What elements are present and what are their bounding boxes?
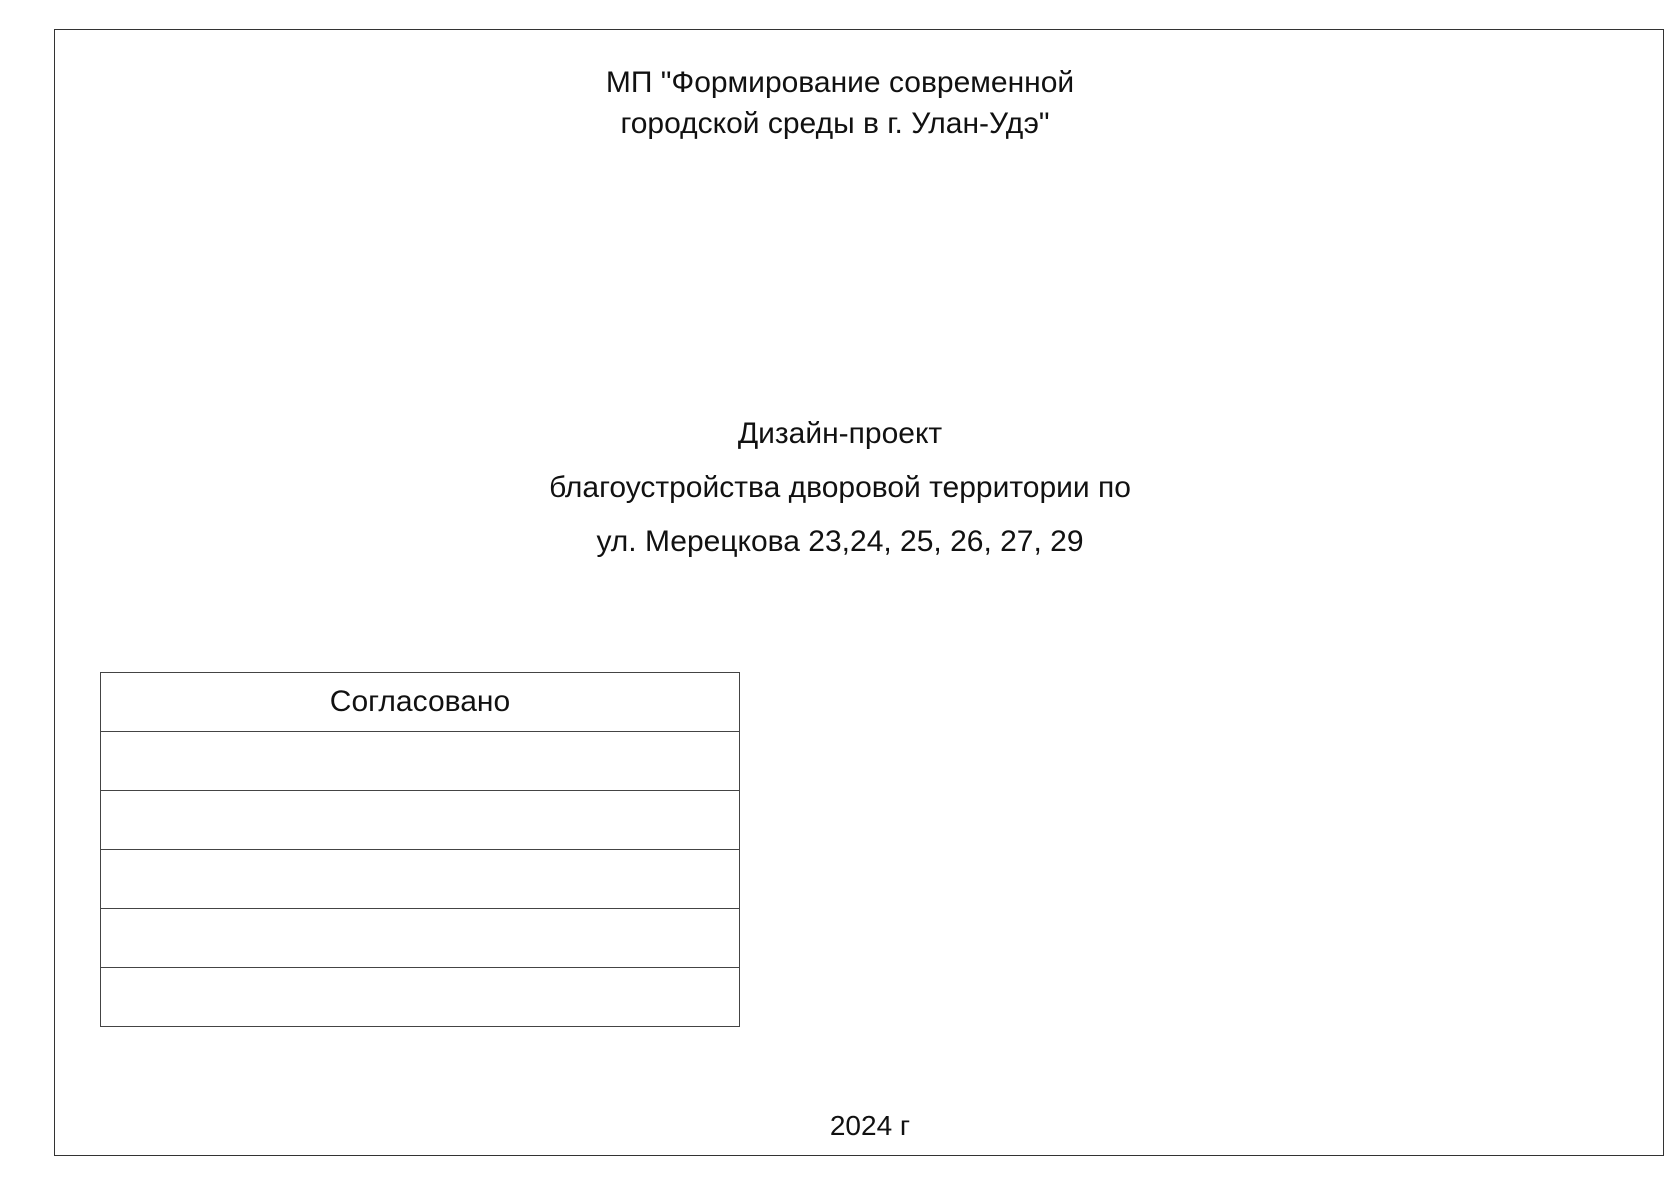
approval-cell [101, 732, 740, 791]
approval-cell [101, 791, 740, 850]
approval-cell [101, 850, 740, 909]
program-title-line-2: городской среды в г. Улан-Удэ" [620, 107, 1050, 140]
approval-row [101, 850, 740, 909]
approval-title: Согласовано [101, 673, 740, 732]
approval-row [101, 732, 740, 791]
approval-row [101, 791, 740, 850]
program-title [0, 62, 1680, 144]
project-title-block [0, 412, 1680, 574]
project-address: ул. Мерецкова 23,24, 25, 26, 27, 29 [596, 525, 1084, 558]
approval-row [101, 968, 740, 1027]
approval-table [100, 672, 740, 1027]
project-title: Дизайн-проект [737, 417, 943, 450]
program-title-line-1: МП "Формирование современной [605, 66, 1075, 99]
approval-header-row [101, 673, 740, 732]
approval-row [101, 909, 740, 968]
year-label: 2024 г [829, 1110, 911, 1141]
project-subtitle: благоустройства дворовой территории по [549, 471, 1131, 504]
approval-cell [101, 909, 740, 968]
approval-cell [101, 968, 740, 1027]
